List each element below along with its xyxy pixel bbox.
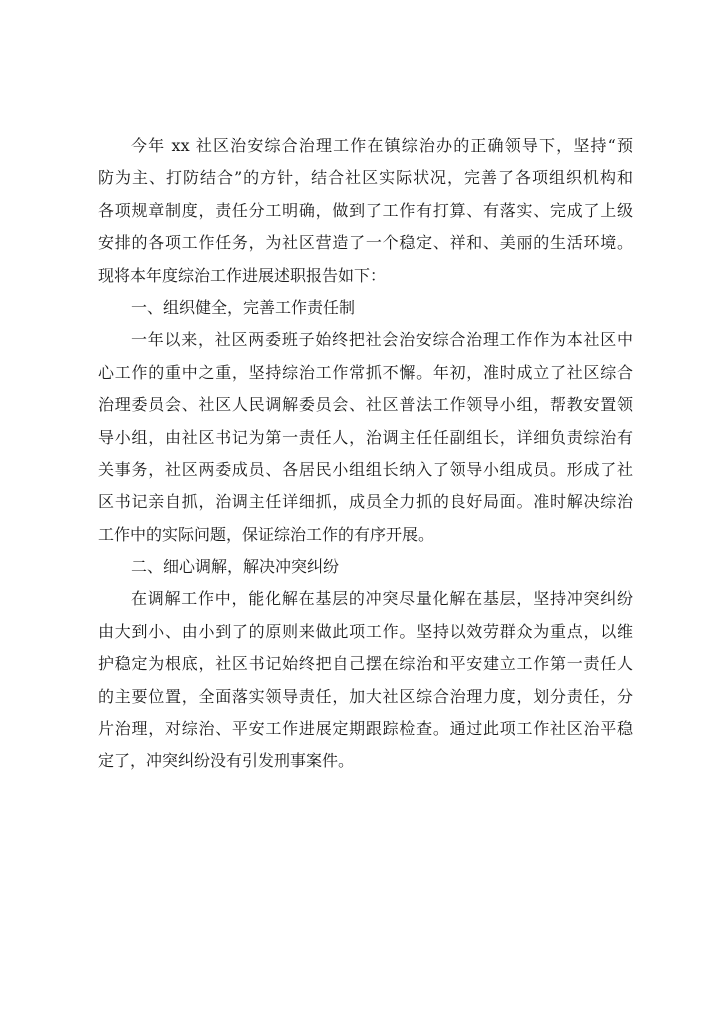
text-line: 一年以来，社区两委班子始终把社会治安综合治理工作作为本社区中: [131, 330, 633, 350]
text-line: 片治理，对综治、平安工作进展定期跟踪检查。通过此项工作社区治平稳: [98, 719, 633, 739]
paragraph: [98, 130, 633, 292]
section-heading: [98, 551, 633, 583]
text-line: 在调解工作中，能化解在基层的冲突尽量化解在基层，坚持冲突纠纷: [131, 589, 633, 609]
text-line: 各项规章制度，责任分工明确，做到了工作有打算、有落实、完成了上级: [98, 200, 633, 220]
document-body: [98, 130, 633, 778]
text-line: 二、细心调解，解决冲突纠纷: [131, 557, 340, 577]
text-line: 的主要位置，全面落实领导责任，加大社区综合治理力度，划分责任，分: [98, 686, 633, 706]
section-heading: [98, 292, 633, 324]
text-line: 今年 xx 社区治安综合治理工作在镇综治办的正确领导下，坚持“预: [131, 136, 633, 155]
paragraph: [98, 324, 633, 551]
text-line: 心工作的重中之重，坚持综治工作常抓不懈。年初，准时成立了社区综合: [98, 362, 633, 382]
text-line: 导小组，由社区书记为第一责任人，治调主任任副组长，详细负责综治有: [98, 427, 633, 447]
text-line: 现将本年度综治工作进展述职报告如下：: [98, 265, 387, 285]
text-line: 一、组织健全，完善工作责任制: [131, 297, 356, 317]
paragraph: [98, 583, 633, 777]
text-line: 工作中的实际问题，保证综治工作的有序开展。: [98, 524, 435, 544]
text-line: 治理委员会、社区人民调解委员会、社区普法工作领导小组，帮教安置领: [98, 395, 633, 415]
text-line: 安排的各项工作任务，为社区营造了一个稳定、祥和、美丽的生活环境。: [98, 233, 633, 253]
text-line: 防为主、打防结合”的方针，结合社区实际状况，完善了各项组织机构和: [98, 168, 633, 188]
text-line: 护稳定为根底，社区书记始终把自己摆在综治和平安建立工作第一责任人: [98, 654, 633, 674]
text-line: 区书记亲自抓，治调主任详细抓，成员全力抓的良好局面。准时解决综治: [98, 492, 633, 512]
text-line: 关事务，社区两委成员、各居民小组组长纳入了领导小组成员。形成了社: [98, 459, 633, 479]
text-line: 由大到小、由小到了的原则来做此项工作。坚持以效劳群众为重点，以维: [98, 621, 633, 641]
text-line: 定了，冲突纠纷没有引发刑事案件。: [98, 751, 355, 771]
